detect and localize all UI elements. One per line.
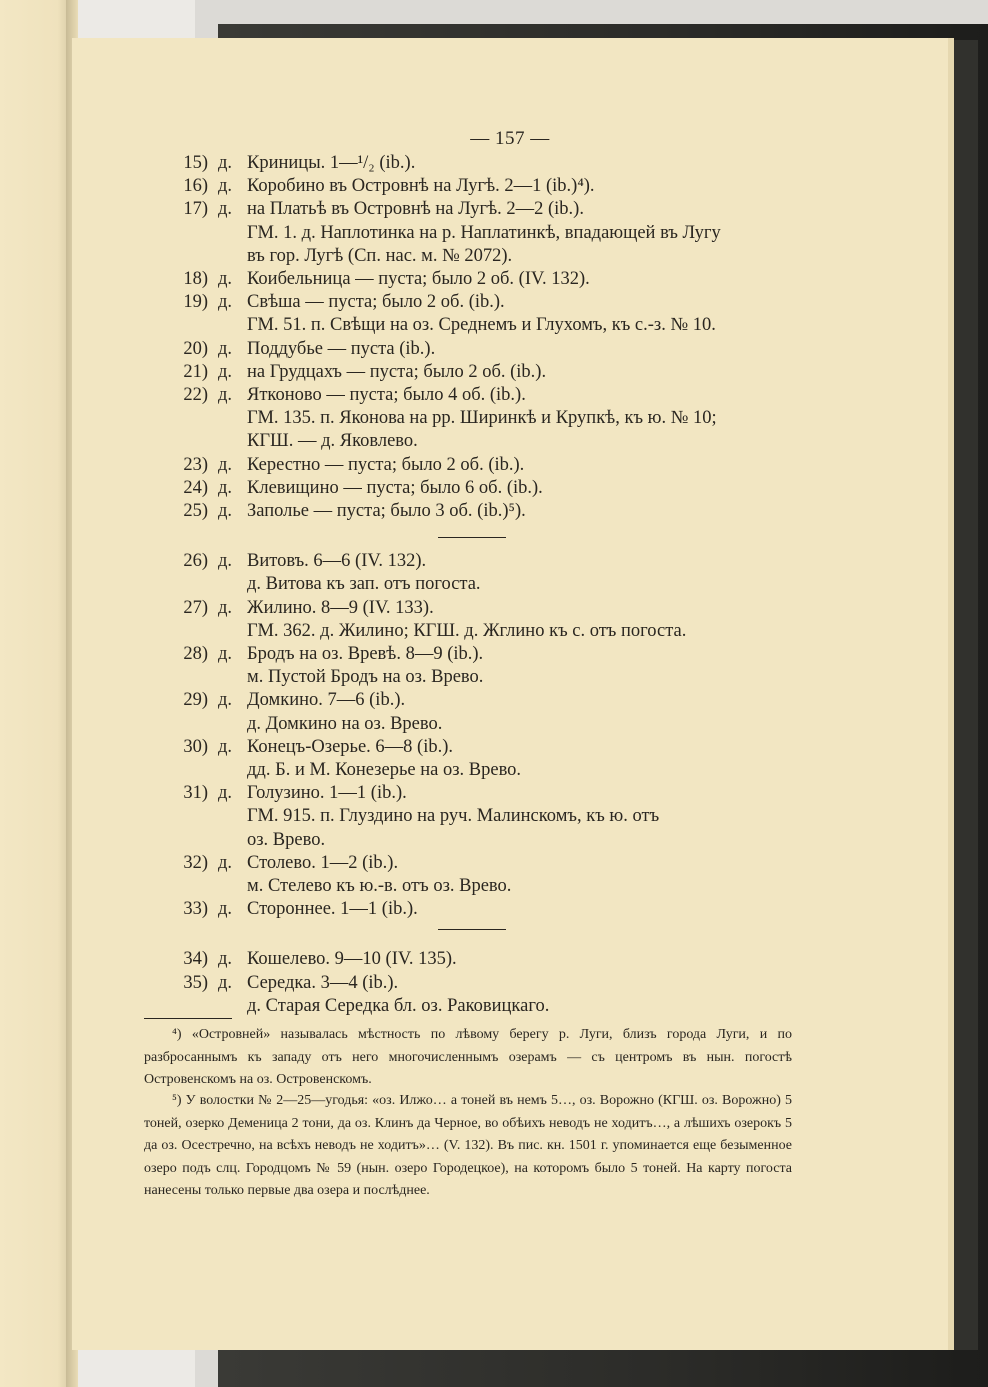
entry-number: 19) [183,292,208,313]
section-divider [438,929,506,930]
entry-prefix: д. [218,972,233,993]
entry-prefix: д. [218,597,233,618]
entry-prefix: д. [218,644,233,664]
entry-note: д. Старая Середка бл. оз. Раковицкаго. [247,995,550,1016]
entry-number: 21) [183,361,208,382]
entry-text: Столево. 1—2 (ib.). [247,852,399,873]
footnote-4 [144,1024,792,1092]
entry-text: Стороннее. 1—1 (ib.). [247,899,418,920]
entry-prefix: д. [218,292,233,313]
entry-note: м. Стелево къ ю.-в. отъ оз. Врево. [247,876,512,896]
entry-text: Бродъ на оз. Вревѣ. 8—9 (ib.). [247,644,484,664]
entry-prefix: д. [218,338,233,359]
entry-prefix: д. [218,501,233,521]
entry-prefix: д. [218,199,233,220]
entry-number: 29) [183,690,208,711]
book-page [72,38,948,1350]
entry-note: ГМ. 135. п. Яконова на рр. Ширинкѣ и Крупкѣ, къ ю. № 10; [247,408,717,429]
left-page-edge [0,0,72,1387]
entry-text: Криницы. 1—¹/₂ (ib.). [247,153,416,173]
entry-number: 30) [183,736,208,757]
entry-number: 16) [183,176,208,197]
entry-number: 18) [183,269,208,289]
entry-text: Кошелево. 9—10 (IV. 135). [247,949,457,970]
footnote-4-text: ⁴) «Островней» называлась мѣстность по лѣвому берегу р. Луги, близъ города Луги, и по разбросаннымъ къ западу отъ него многочисленнымъ озерамъ — съ центромъ въ нын. погостѣ Островенскомъ на оз. Островенскомъ. [144,1027,792,1087]
entry-prefix: д. [218,269,233,289]
entry-text: Конецъ-Озерье. 6—8 (ib.). [247,736,454,757]
entry-prefix: д. [218,736,233,757]
entry-number: 17) [183,199,208,220]
entry-prefix: д. [218,176,233,197]
entry-text: Клевищино — пуста; было 6 об. (ib.). [247,477,543,498]
entry-number: 34) [183,949,208,970]
entry-number: 25) [183,501,208,521]
entry-number: 24) [183,477,208,498]
entry-note: д. Витова къ зап. отъ погоста. [247,574,481,595]
entry-text: на Грудцахъ — пуста; было 2 об. (ib.). [247,361,547,382]
entry-text: Ятконово — пуста; было 4 об. (ib.). [247,385,526,405]
entry-prefix: д. [218,852,233,873]
entry-number: 27) [183,597,208,618]
entry-text: Домкино. 7—6 (ib.). [247,690,406,711]
entry-note: ГМ. 51. п. Свѣщи на оз. Среднемъ и Глухомъ, къ с.-з. № 10. [247,315,716,336]
entry-prefix: д. [218,551,233,572]
entry-note: въ гор. Лугѣ (Сп. нас. м. № 2072). [247,245,513,266]
entry-number: 28) [183,644,208,664]
section-divider [438,537,506,538]
entry-note: КГШ. — д. Яковлево. [247,431,418,452]
entry-note: оз. Врево. [247,829,326,850]
entry-number: 26) [183,551,208,572]
entry-prefix: д. [218,477,233,498]
entry-note: ГМ. 915. п. Глуздино на руч. Малинскомъ, къ ю. отъ [247,806,660,827]
entry-text: Свѣша — пуста; было 2 об. (ib.). [247,292,505,313]
page-number: — 157 — [470,128,550,149]
footnote-5-text: ⁵) У волостки № 2—25—угодья: «оз. Илжо… а тоней въ немъ 5…, оз. Ворожно (КГШ. оз. Ворожно) 5 тоней, озерко Деменица 2 тони, да оз. Клинъ да Черное, во обѣихъ неводъ не ходитъ…, а лѣшихъ озерокъ 5 да оз. Осестречно, на всѣхъ неводъ не ходитъ»… (V. 132). Въ пис. кн. 1501 г. упоминается еще безыменное озеро подъ слц. Городцомъ № 59 (нын. озеро Городецкое), на которомъ было 5 тоней. На карту погоста нанесены только первые два озера и послѣднее. [144,1093,792,1198]
entry-number: 22) [183,385,208,405]
entry-number: 15) [183,153,208,173]
entry-text: Голузино. 1—1 (ib.). [247,783,407,804]
entry-number: 32) [183,852,208,873]
entry-note: дд. Б. и М. Конезерье на оз. Врево. [247,760,522,780]
entry-text: Заполье — пуста; было 3 об. (ib.)⁵). [247,501,526,521]
entry-note: д. Домкино на оз. Врево. [247,713,443,734]
footnote-divider [144,1018,232,1019]
entry-text: Жилино. 8—9 (IV. 133). [247,597,434,618]
entry-note: ГМ. 1. д. Наплотинка на р. Наплатинкѣ, впадающей въ Лугу [247,222,721,243]
entry-text: Середка. 3—4 (ib.). [247,972,399,993]
entry-text: Поддубье — пуста (ib.). [247,338,436,359]
entry-text: Коибельница — пуста; было 2 об. (IV. 132). [247,269,590,289]
entry-number: 20) [183,338,208,359]
footnote-5 [144,1090,792,1203]
entry-number: 33) [183,899,208,920]
entry-prefix: д. [218,690,233,711]
entry-note: ГМ. 362. д. Жилино; КГШ. д. Жглино къ с. отъ погоста. [247,620,687,641]
entry-text: на Платьѣ въ Островнѣ на Лугѣ. 2—2 (ib.). [247,199,584,220]
entry-prefix: д. [218,454,233,475]
entry-prefix: д. [218,783,233,804]
entry-prefix: д. [218,361,233,382]
entry-number: 31) [183,783,208,804]
entry-note: м. Пустой Бродъ на оз. Врево. [247,667,484,688]
entry-prefix: д. [218,153,233,173]
entry-number: 35) [183,972,208,993]
entry-prefix: д. [218,385,233,405]
entry-text: Коробино въ Островнѣ на Лугѣ. 2—1 (ib.)⁴). [247,176,595,197]
entry-text: Керестно — пуста; было 2 об. (ib.). [247,454,525,475]
entry-prefix: д. [218,899,233,920]
entry-number: 23) [183,454,208,475]
entry-prefix: д. [218,949,233,970]
entry-text: Витовъ. 6—6 (IV. 132). [247,551,427,572]
